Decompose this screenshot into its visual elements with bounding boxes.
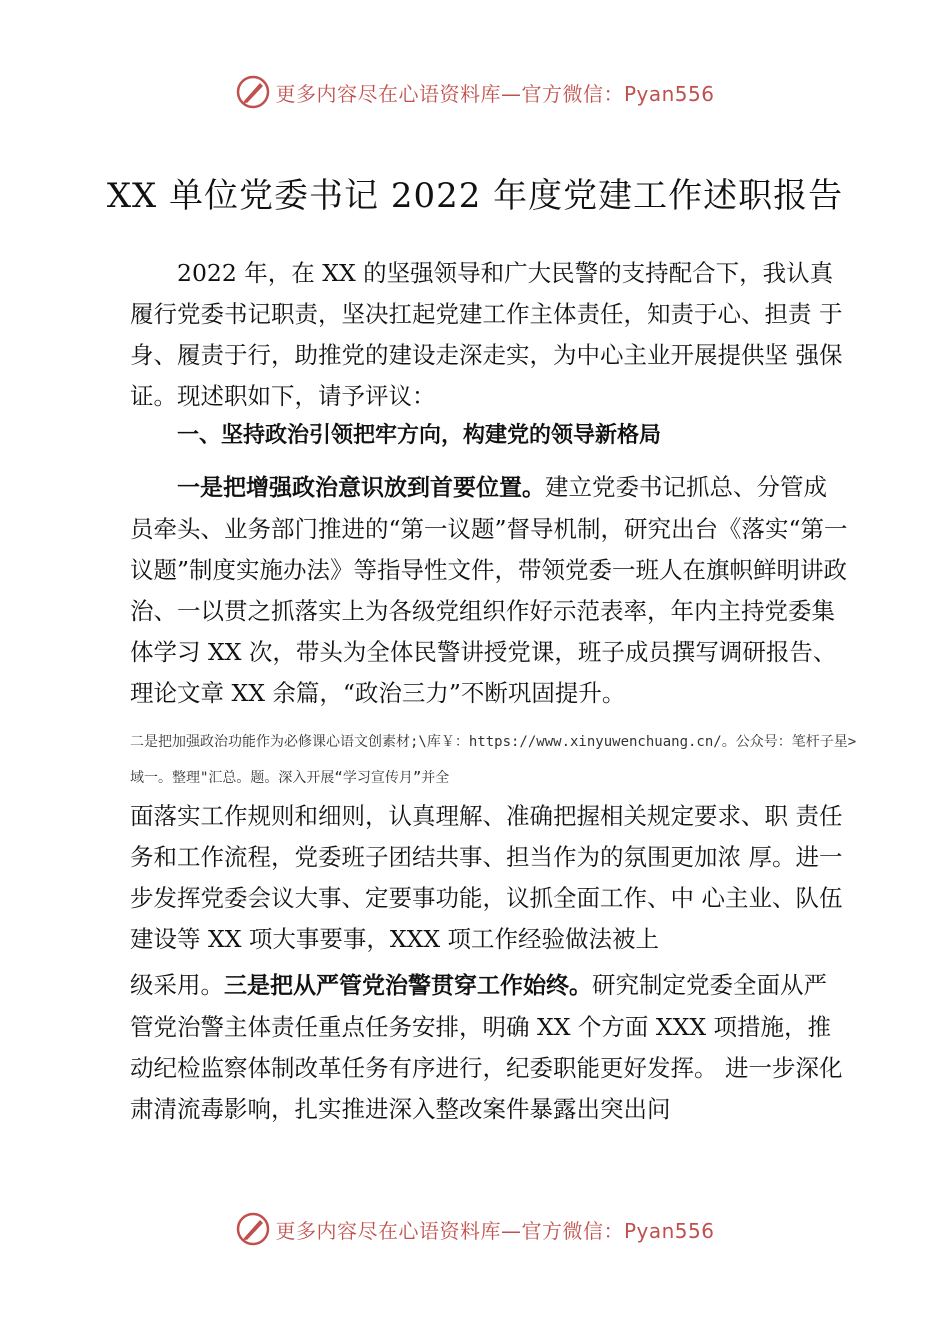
footer-banner — [0, 1207, 950, 1251]
intro-paragraph: 2022 年，在 XX 的坚强领导和广大民警的支持配合下，我认真履行党委书记职责，坚决扛起党建工作主体责任，知责于心、担责 于身、履责于行，助推党的建设走深走实，为中心主业开展提供坚 强保证。现述职如下，请予评议： — [130, 259, 843, 410]
point-1-body: 建立党委书记抓总、分管成员牵头、业务部门推进的“第一议题”督导机制，研究出台《落实“第一议题”制度实施办法》等指导性文件，带领党委一班人在旗帜鲜明讲政治、一以贯之抓落实上为各级党组织作好示范表率，年内主持党委集体学习 XX 次，带头为全体民警讲授党课，班子成员撰写调研报告、理论文章 XX 余篇，“政治三力”不断巩固提升。 — [130, 473, 848, 707]
quill-pen-circle-icon — [235, 1211, 271, 1247]
point-1-lead: 一是把增强政治意识放到首要位置。 — [177, 475, 545, 501]
paragraph-4-start: 级采用。 — [130, 971, 224, 999]
document-title: XX 单位党委书记 2022 年度党建工作述职报告 — [106, 176, 844, 216]
section-heading-1: 一、坚持政治引领把牢方向，构建党的领导新格局 — [177, 423, 662, 448]
quill-pen-circle-icon — [235, 74, 271, 110]
point-1-paragraph — [130, 467, 850, 714]
header-banner — [0, 70, 950, 114]
banner-text: 更多内容尽在心语资料库—官方微信：Pyan556 — [275, 1218, 715, 1243]
banner-text: 更多内容尽在心语资料库—官方微信：Pyan556 — [275, 81, 715, 106]
ocr-artifact-line: 二是把加强政治功能作为必修课心语文创素材;\库￥：https://www.xinyuwenchuang.cn/。公众号：笔杆子星>域一。整理"汇总。题。深入开展“学习宣传月”并全 — [130, 734, 857, 786]
paragraph-3: 面落实工作规则和细则，认真理解、准确把握相关规定要求、职 责任务和工作流程，党委班子团结共事、担当作为的氛围更加浓 厚。进一步发挥党委会议大事、定要事功能，议抓全面工作、中 心主业、队伍建设等 XX 项大事要事，XXX 项工作经验做法被上 — [130, 802, 843, 953]
paragraph-4 — [130, 965, 850, 1130]
point-3-lead: 三是把从严管党治警贯穿工作始终。 — [224, 973, 592, 999]
paragraph-4-rest: 研究制定党委全面从严管党治警主体责任重点任务安排，明确 XX 个方面 XXX 项措施，推动纪检监察体制改革任务有序进行，纪委职能更好发挥。 进一步深化肃清流毒影响，扎实推进深入整改案件暴露出突出问 — [130, 971, 843, 1123]
